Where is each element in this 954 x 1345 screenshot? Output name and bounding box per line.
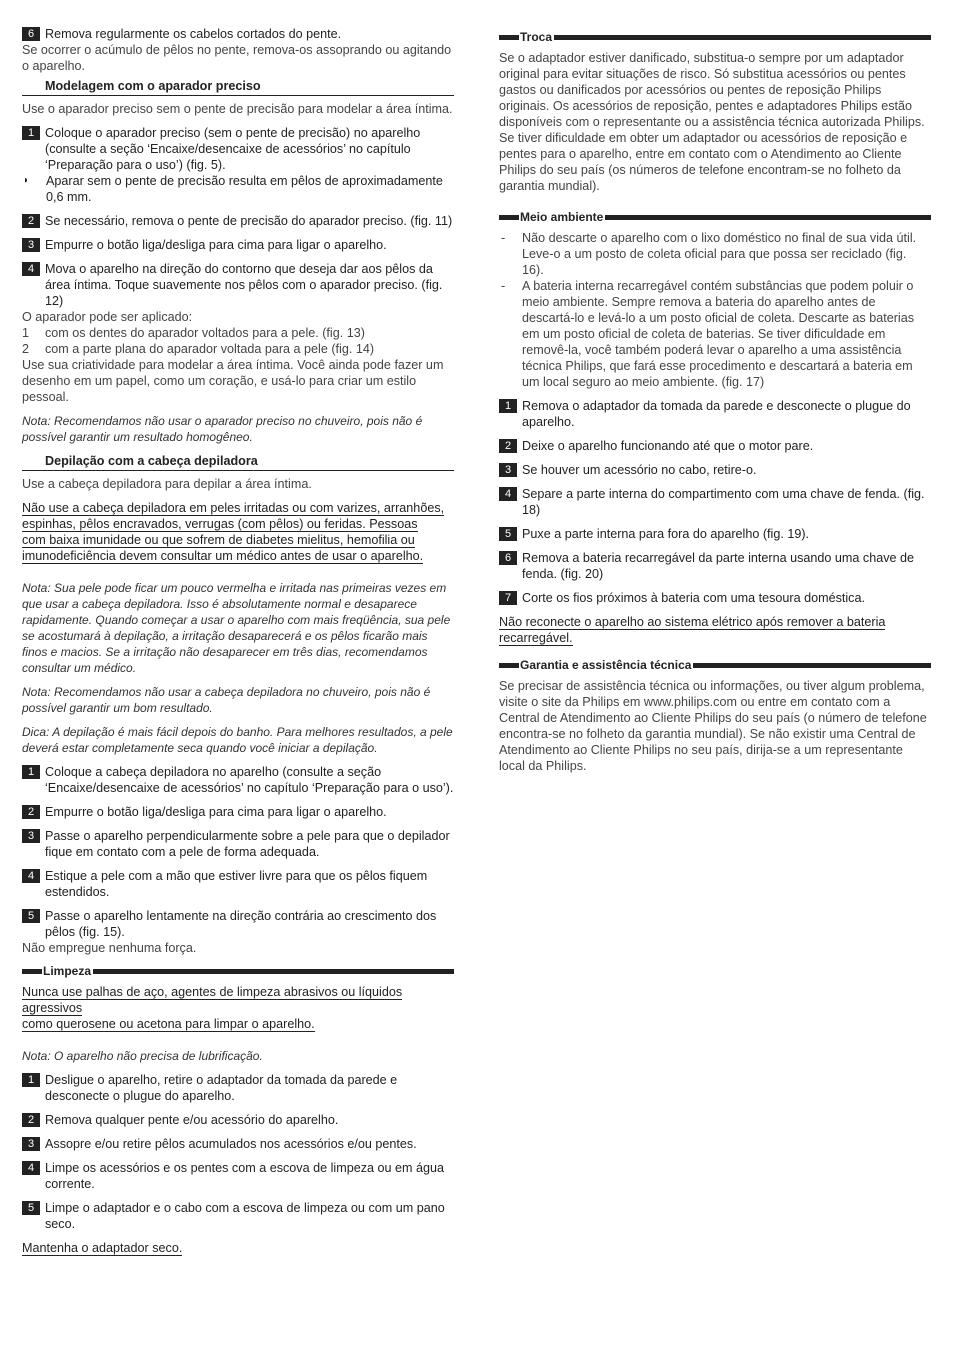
list-item bbox=[22, 325, 454, 341]
section-heading bbox=[499, 30, 931, 44]
step-number: 7 bbox=[499, 591, 517, 605]
list-marker: - bbox=[501, 279, 506, 293]
warning-line: Nunca use palhas de aço, agentes de limpeza abrasivos ou líquidos agressivos bbox=[22, 985, 403, 1015]
warning bbox=[22, 1240, 454, 1256]
step-number: 6 bbox=[499, 551, 517, 565]
section-title: Limpeza bbox=[43, 964, 92, 978]
step bbox=[22, 868, 454, 900]
step bbox=[22, 1112, 454, 1128]
step-number: 2 bbox=[22, 1113, 40, 1127]
step bbox=[22, 1200, 454, 1232]
list-text: com a parte plana do aparador voltada para a pele (fig. 14) bbox=[45, 342, 375, 356]
step bbox=[22, 764, 454, 796]
step-number: 4 bbox=[22, 262, 40, 276]
step-number: 3 bbox=[22, 829, 40, 843]
list-marker: 1 bbox=[22, 326, 30, 340]
step bbox=[499, 550, 931, 582]
subsection-title: Modelagem com o aparador preciso bbox=[22, 78, 454, 96]
step bbox=[22, 908, 454, 940]
paragraph: Use a cabeça depiladora para depilar a área íntima. bbox=[22, 477, 312, 491]
bullet-text: Aparar sem o pente de precisão resulta em pêlos de aproximadamente 0,6 mm. bbox=[46, 174, 443, 204]
note: Nota: Sua pele pode ficar um pouco vermelha e irritada nas primeiras vezes em que usar a cabeça depiladora. Isso é absolutamente normal e desaparece rapidamente. Quando começar a usar o aparelho com mais freqüência, sua pele se acostumará à depilação, a irritação desaparecerá e os pêlos ficarão mais finos e macios. Se a irritação não desaparecer em três dias, recomendamos consultar um médico. bbox=[22, 581, 451, 675]
bullet-marker: ◗ bbox=[23, 175, 30, 186]
step-number: 3 bbox=[22, 238, 40, 252]
warning-line: Mantenha o adaptador seco. bbox=[22, 1241, 183, 1255]
step bbox=[499, 462, 931, 478]
step-number: 5 bbox=[22, 909, 40, 923]
list-marker: 2 bbox=[22, 342, 30, 356]
list-text: Não descarte o aparelho com o lixo doméstico no final de sua vida útil. Leve-o a um posto de coleta oficial para que possa ser reciclado (fig. 16). bbox=[522, 231, 917, 277]
warning bbox=[499, 614, 931, 646]
step-number: 1 bbox=[22, 126, 40, 140]
step-text: Empurre o botão liga/desliga para cima para ligar o aparelho. bbox=[45, 805, 387, 819]
paragraph: O aparador pode ser aplicado: bbox=[22, 310, 193, 324]
section-heading bbox=[22, 964, 454, 978]
step-text: Mova o aparelho na direção do contorno que deseja dar aos pêlos da área íntima. Toque suavemente nos pêlos com o aparador preciso. (fig. 12) bbox=[45, 262, 443, 308]
step-text: Passe o aparelho perpendicularmente sobre a pele para que o depilador fique em contato com a pele de forma adequada. bbox=[45, 829, 450, 859]
step-text: Assopre e/ou retire pêlos acumulados nos acessórios e/ou pentes. bbox=[45, 1137, 417, 1151]
step-text: Remova qualquer pente e/ou acessório do aparelho. bbox=[45, 1113, 339, 1127]
step-number: 4 bbox=[22, 1161, 40, 1175]
step bbox=[499, 590, 931, 606]
step bbox=[22, 237, 454, 253]
list-item bbox=[499, 278, 931, 390]
warning-line: recarregável. bbox=[499, 631, 573, 645]
step bbox=[499, 526, 931, 542]
step-text: Corte os fios próximos à bateria com uma tesoura doméstica. bbox=[522, 591, 865, 605]
step-text: Separe a parte interna do compartimento com uma chave de fenda. (fig. 18) bbox=[522, 487, 925, 517]
step-text: Limpe os acessórios e os pentes com a escova de limpeza ou em água corrente. bbox=[45, 1161, 445, 1191]
step-number: 4 bbox=[499, 487, 517, 501]
warning-line: Não reconecte o aparelho ao sistema elétrico após remover a bateria bbox=[499, 615, 886, 629]
paragraph: Não empregue nenhuma força. bbox=[22, 941, 197, 955]
step bbox=[22, 1136, 454, 1152]
step bbox=[22, 261, 454, 309]
section-heading bbox=[499, 658, 931, 672]
note: Nota: Recomendamos não usar a cabeça depiladora no chuveiro, pois não é possível garantir um bom resultado. bbox=[22, 685, 431, 715]
paragraph: Use o aparador preciso sem o pente de precisão para modelar a área íntima. bbox=[22, 102, 453, 116]
step-number: 4 bbox=[22, 869, 40, 883]
section-title: Garantia e assistência técnica bbox=[520, 658, 692, 672]
step-number: 2 bbox=[499, 439, 517, 453]
step-text: Passe o aparelho lentamente na direção contrária ao crescimento dos pêlos (fig. 15). bbox=[45, 909, 437, 939]
section-title: Meio ambiente bbox=[520, 210, 604, 224]
step-number: 2 bbox=[22, 805, 40, 819]
step-number: 1 bbox=[22, 1073, 40, 1087]
step bbox=[22, 804, 454, 820]
section-title: Troca bbox=[520, 30, 553, 44]
step-text: Se houver um acessório no cabo, retire-o. bbox=[522, 463, 757, 477]
step-text: Remova o adaptador da tomada da parede e desconecte o plugue do aparelho. bbox=[522, 399, 911, 429]
step-number: 3 bbox=[22, 1137, 40, 1151]
paragraph: Use sua criatividade para modelar a área íntima. Você ainda pode fazer um desenho em um papel, como um coração, e usá-lo para criar um estilo pessoal. bbox=[22, 358, 444, 404]
step-text: Coloque o aparador preciso (sem o pente de precisão) no aparelho (consulte a seção ‘Encaixe/desencaixe de acessórios’ no capítulo ‘Preparação para o uso’) (fig. 5). bbox=[45, 126, 421, 172]
step-text: Se necessário, remova o pente de precisão do aparador preciso. (fig. 11) bbox=[45, 214, 453, 228]
step bbox=[22, 828, 454, 860]
list-text: A bateria interna recarregável contém substâncias que podem poluir o meio ambiente. Sempre remova a bateria do aparelho antes de descartá-lo e levá-lo a um posto oficial de coleta. Descarte as baterias em um posto oficial de coleta de baterias. Se tiver dificuldade em removê-la, você também poderá levar o aparelho a uma assistência técnica Philips, que fará esse procedimento e descartará a bateria em um local seguro ao meio ambiente. (fig. 17) bbox=[522, 279, 915, 389]
warning-line: com baixa imunidade ou que sofrem de diabetes mielitus, hemofilia ou bbox=[22, 533, 415, 547]
step-text: Puxe a parte interna para fora do aparelho (fig. 19). bbox=[522, 527, 810, 541]
step-text: Limpe o adaptador e o cabo com a escova de limpeza ou com um pano seco. bbox=[45, 1201, 445, 1231]
step-text: Desligue o aparelho, retire o adaptador da tomada da parede e desconecte o plugue do aparelho. bbox=[45, 1073, 398, 1103]
step-number: 1 bbox=[499, 399, 517, 413]
step-text: Coloque a cabeça depiladora no aparelho (consulte a seção ‘Encaixe/desencaixe de acessórios’ no capítulo ‘Preparação para o uso’). bbox=[45, 765, 454, 795]
step bbox=[22, 125, 454, 173]
list-marker: - bbox=[501, 231, 506, 245]
list-item bbox=[499, 230, 931, 278]
step bbox=[499, 398, 931, 430]
warning bbox=[22, 500, 454, 564]
step-number: 3 bbox=[499, 463, 517, 477]
paragraph: Se o adaptador estiver danificado, substitua-o sempre por um adaptador original para evitar situações de risco. Só substitua acessórios ou pentes gastos ou danificados por acessórios ou pentes de reposição Philips originais. Os acessórios de reposição, pentes e adaptadores Philips estão disponíveis com o representante ou a assistência técnica autorizada Philips. Se tiver dificuldade em obter um adaptador ou acessórios de reposição e pentes para o aparelho, entre em contato com o Atendimento ao Cliente Philips do seu país (os números de telefone encontram-se no folheto da garantia mundial). bbox=[499, 51, 925, 193]
step-number: 5 bbox=[22, 1201, 40, 1215]
paragraph: Se precisar de assistência técnica ou informações, ou tiver algum problema, visite o site da Philips em www.philips.com ou entre em contato com a Central de Atendimento ao Cliente Philips do seu país (o número de telefone encontra-se no folheto da garantia mundial). Se não existir uma Central de Atendimento ao Cliente Philips no seu país, dirija-se a um representante local da Philips. bbox=[499, 679, 927, 773]
step bbox=[22, 26, 454, 42]
warning-line: espinhas, pêlos encravados, verrugas (com pêlos) ou feridas. Pessoas bbox=[22, 517, 418, 531]
step-text: Empurre o botão liga/desliga para cima para ligar o aparelho. bbox=[45, 238, 387, 252]
bullet-item bbox=[22, 173, 454, 205]
paragraph: Se ocorrer o acúmulo de pêlos no pente, remova-os assoprando ou agitando o aparelho. bbox=[22, 43, 452, 73]
step bbox=[22, 1160, 454, 1192]
step-text: Remova regularmente os cabelos cortados do pente. bbox=[45, 27, 342, 41]
step-text: Remova a bateria recarregável da parte interna usando uma chave de fenda. (fig. 20) bbox=[522, 551, 915, 581]
step bbox=[22, 1072, 454, 1104]
step-number: 5 bbox=[499, 527, 517, 541]
step-text: Estique a pele com a mão que estiver livre para que os pêlos fiquem estendidos. bbox=[45, 869, 428, 899]
warning-line: como querosene ou acetona para limpar o aparelho. bbox=[22, 1017, 315, 1031]
step-number: 1 bbox=[22, 765, 40, 779]
warning-line: Não use a cabeça depiladora em peles irritadas ou com varizes, arranhões, bbox=[22, 501, 445, 515]
step-number: 6 bbox=[22, 27, 40, 41]
right-column bbox=[499, 30, 931, 774]
section-heading bbox=[499, 210, 931, 224]
left-column bbox=[22, 26, 454, 1264]
step-text: Deixe o aparelho funcionando até que o motor pare. bbox=[522, 439, 814, 453]
note: Nota: O aparelho não precisa de lubrificação. bbox=[22, 1049, 263, 1063]
warning bbox=[22, 984, 454, 1032]
step bbox=[499, 438, 931, 454]
step bbox=[22, 213, 454, 229]
note: Nota: Recomendamos não usar o aparador preciso no chuveiro, pois não é possível garantir um resultado homogêneo. bbox=[22, 414, 423, 444]
list-item bbox=[22, 341, 454, 357]
step bbox=[499, 486, 931, 518]
list-text: com os dentes do aparador voltados para a pele. (fig. 13) bbox=[45, 326, 365, 340]
subsection-title: Depilação com a cabeça depiladora bbox=[22, 453, 454, 471]
warning-line: imunodeficiência devem consultar um médico antes de usar o aparelho. bbox=[22, 549, 424, 563]
tip: Dica: A depilação é mais fácil depois do banho. Para melhores resultados, a pele deverá estar completamente seca quando você iniciar a depilação. bbox=[22, 725, 453, 755]
step-number: 2 bbox=[22, 214, 40, 228]
